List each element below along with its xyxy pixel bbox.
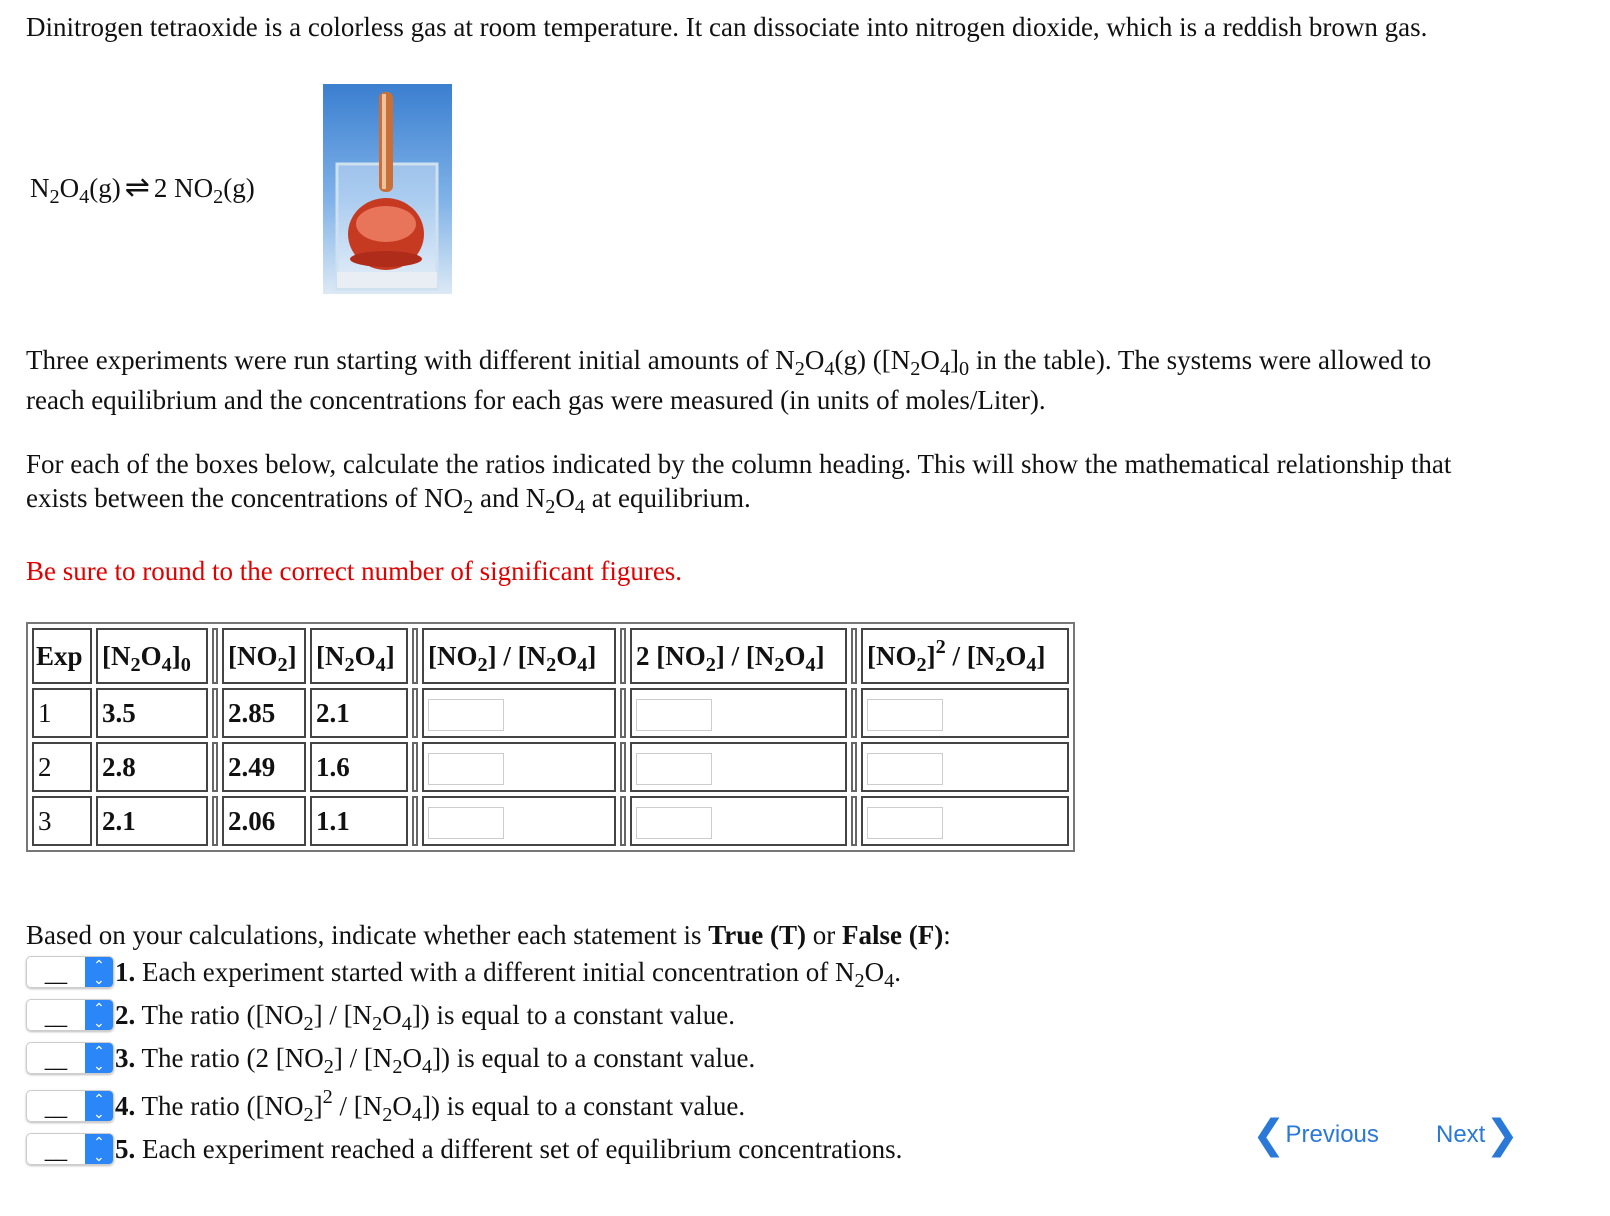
statement-item — [26, 1038, 755, 1078]
column-divider — [212, 742, 218, 792]
ratio-2-input[interactable] — [636, 699, 712, 731]
statement-text: 5. Each experiment reached a different set of equilibrium concentrations. — [115, 1133, 903, 1164]
true-false-select[interactable] — [26, 956, 114, 988]
subscript: 2 — [392, 1055, 403, 1078]
table-row — [32, 796, 1069, 846]
product: 2 $NO_2(g)$ — [153, 173, 255, 209]
subscript: 2 — [130, 653, 141, 676]
next-label: Next — [1436, 1121, 1486, 1148]
bold-text: 3. — [115, 1042, 136, 1073]
subscript: 4 — [805, 653, 816, 676]
statement-item — [26, 1086, 745, 1126]
select-value: __ — [44, 1006, 68, 1028]
column-divider — [212, 688, 218, 738]
subscript: 2 — [854, 969, 865, 992]
bold-text: True (T) — [708, 920, 806, 950]
n2o4-value: 1.6 — [310, 742, 408, 792]
subscript: 2 — [372, 1012, 383, 1035]
ratio-3-input[interactable] — [867, 807, 943, 839]
reaction-equation — [30, 170, 255, 209]
column-divider — [620, 796, 626, 846]
select-value: __ — [44, 1097, 68, 1119]
bold-text: 5. — [115, 1133, 136, 1164]
up-down-chevron-icon: ⌃ ⌃ — [85, 1134, 113, 1164]
ratio-2-cell — [630, 796, 847, 846]
statement-item — [26, 952, 901, 992]
statement-text: 1. Each experiment started with a different initial concentration of $N_2O_4$. — [115, 956, 901, 992]
subscript: 0 — [180, 653, 191, 676]
subscript: 2 — [303, 1103, 314, 1126]
column-divider — [851, 688, 857, 738]
reactant: $N_2O_4(g)$ — [30, 173, 121, 209]
header-exp: Exp — [32, 628, 92, 684]
select-value: __ — [44, 1140, 68, 1162]
intro-text: Dinitrogen tetraoxide is a colorless gas at room temperature. It can dissociate into nitrogen dioxide, which is a reddish brown gas. — [26, 12, 1428, 42]
ratio-2-input[interactable] — [636, 807, 712, 839]
ratio-3-input[interactable] — [867, 753, 943, 785]
chevron-left-icon: ❮ — [1252, 1112, 1286, 1158]
subscript: 2 — [910, 358, 921, 381]
ratio-2-cell — [630, 742, 847, 792]
statement-item — [26, 1129, 902, 1169]
ratio-3-cell — [861, 688, 1069, 738]
statement-text: 4. The ratio $([NO_2]^2 / [N_2O_4])$ is equal to a constant value. — [115, 1085, 746, 1126]
table-row — [32, 688, 1069, 738]
subscript: 4 — [1026, 653, 1037, 676]
column-divider — [851, 742, 857, 792]
significant-figures-warning: Be sure to round to the correct number of significant figures. — [26, 556, 683, 586]
column-divider — [620, 688, 626, 738]
column-divider — [412, 742, 418, 792]
n2o4-value: 2.1 — [310, 688, 408, 738]
exp-number: 1 — [32, 688, 92, 738]
column-divider — [412, 628, 418, 684]
ratio-1-input[interactable] — [428, 699, 504, 731]
subscript: 4 — [884, 969, 895, 992]
no2-value: 2.85 — [222, 688, 306, 738]
initial-n2o4: 3.5 — [96, 688, 208, 738]
header-no2: $[NO_2]$ — [222, 628, 306, 684]
subscript: 2 — [477, 653, 488, 676]
ratio-3-cell — [861, 742, 1069, 792]
superscript: 2 — [935, 635, 946, 658]
subscript: 4 — [401, 1012, 412, 1035]
subscript: 2 — [303, 1012, 314, 1035]
no2-value: 2.06 — [222, 796, 306, 846]
statement-text: 2. The ratio $([NO_2] / [N_2O_4])$ is equal to a constant value. — [115, 999, 735, 1035]
column-divider — [412, 796, 418, 846]
ratio-2-cell — [630, 688, 847, 738]
statement-text: 3. The ratio (2 $[NO_2] / [N_2O_4]$) is equal to a constant value. — [115, 1042, 756, 1078]
table-header-row — [32, 628, 1069, 684]
subscript: 2 — [213, 186, 224, 209]
initial-n2o4: 2.1 — [96, 796, 208, 846]
subscript: 2 — [344, 653, 355, 676]
ratio-3-cell — [861, 796, 1069, 846]
column-divider — [212, 796, 218, 846]
subscript: 2 — [546, 653, 557, 676]
subscript: 4 — [411, 1103, 422, 1126]
header-initial-n2o4: $[N_2O_4]_0$ — [96, 628, 208, 684]
true-false-prompt: Based on your calculations, indicate whether each statement is True (T) or False (F): — [26, 920, 951, 950]
up-down-chevron-icon: ⌃ ⌃ — [85, 957, 113, 987]
header-n2o4: $[N_2O_4]$ — [310, 628, 408, 684]
subscript: 2 — [277, 653, 288, 676]
n2o4-value: 1.1 — [310, 796, 408, 846]
up-down-chevron-icon: ⌃ ⌃ — [85, 1091, 113, 1121]
subscript: 2 — [49, 186, 60, 209]
subscript: 2 — [916, 653, 927, 676]
true-false-select[interactable] — [26, 1042, 114, 1074]
previous-button[interactable] — [1252, 1112, 1379, 1158]
ratio-1-cell — [422, 688, 616, 738]
up-down-chevron-icon: ⌃ ⌃ — [85, 1000, 113, 1030]
equilibrium-arrow-icon: ⇌ — [124, 170, 150, 205]
column-divider — [851, 628, 857, 684]
subscript: 4 — [824, 358, 835, 381]
subscript: 4 — [161, 653, 172, 676]
experiment-description: Three experiments were run starting with different initial amounts of $N_2O_4(g)$ ($[N_2O_4]_0$ in the table). The systems were allowed to reach equilibrium and the concentrations for each gas were measured (in units of moles/Liter). — [26, 345, 1432, 415]
table-row — [32, 742, 1069, 792]
next-button[interactable] — [1436, 1112, 1519, 1158]
bold-text: 4. — [115, 1090, 136, 1121]
subscript: 4 — [574, 496, 585, 519]
ratio-1-cell — [422, 742, 616, 792]
subscript: 2 — [463, 496, 474, 519]
subscript: 2 — [545, 496, 556, 519]
previous-label: Previous — [1285, 1121, 1379, 1148]
exp-number: 3 — [32, 796, 92, 846]
subscript: 2 — [323, 1055, 334, 1078]
subscript: 2 — [995, 653, 1006, 676]
header-ratio-2: 2 $[NO_2] / [N_2O_4]$ — [630, 628, 847, 684]
subscript: 2 — [794, 358, 805, 381]
up-down-chevron-icon: ⌃ ⌃ — [85, 1043, 113, 1073]
bold-text: 2. — [115, 999, 136, 1030]
header-ratio-1: $[NO_2] / [N_2O_4]$ — [422, 628, 616, 684]
flask-image — [323, 84, 452, 294]
subscript: 2 — [382, 1103, 393, 1126]
initial-n2o4: 2.8 — [96, 742, 208, 792]
subscript: 4 — [375, 653, 386, 676]
subscript: 4 — [577, 653, 588, 676]
ratio-2-input[interactable] — [636, 753, 712, 785]
no2-value: 2.49 — [222, 742, 306, 792]
chevron-right-icon: ❯ — [1485, 1112, 1519, 1158]
subscript: 2 — [774, 653, 785, 676]
instructions: For each of the boxes below, calculate the ratios indicated by the column heading. This will show the mathematical relationship that exists between the concentrations of $NO_2$ and $N_2O_4$ at equilibrium. — [26, 449, 1452, 519]
column-divider — [851, 796, 857, 846]
column-divider — [212, 628, 218, 684]
header-ratio-3: $[NO_2]^2 / [N_2O_4]$ — [861, 628, 1069, 684]
true-false-select[interactable] — [26, 1133, 114, 1165]
subscript: 4 — [421, 1055, 433, 1078]
bold-text: 1. — [115, 956, 136, 987]
column-divider — [620, 628, 626, 684]
ratio-1-input[interactable] — [428, 753, 504, 785]
column-divider — [620, 742, 626, 792]
subscript: 4 — [79, 186, 90, 209]
true-false-select[interactable] — [26, 1090, 114, 1122]
ratio-1-input[interactable] — [428, 807, 504, 839]
statement-item — [26, 995, 735, 1035]
ratio-3-input[interactable] — [867, 699, 943, 731]
column-divider — [412, 688, 418, 738]
ratio-1-cell — [422, 796, 616, 846]
subscript: 2 — [705, 653, 716, 676]
superscript: 2 — [322, 1085, 333, 1108]
subscript: 0 — [959, 358, 970, 381]
true-false-select[interactable] — [26, 999, 114, 1031]
data-table — [26, 622, 1075, 852]
select-value: __ — [44, 963, 68, 985]
subscript: 4 — [939, 358, 950, 381]
select-value: __ — [44, 1049, 68, 1071]
exp-number: 2 — [32, 742, 92, 792]
bold-text: False (F) — [842, 920, 944, 950]
